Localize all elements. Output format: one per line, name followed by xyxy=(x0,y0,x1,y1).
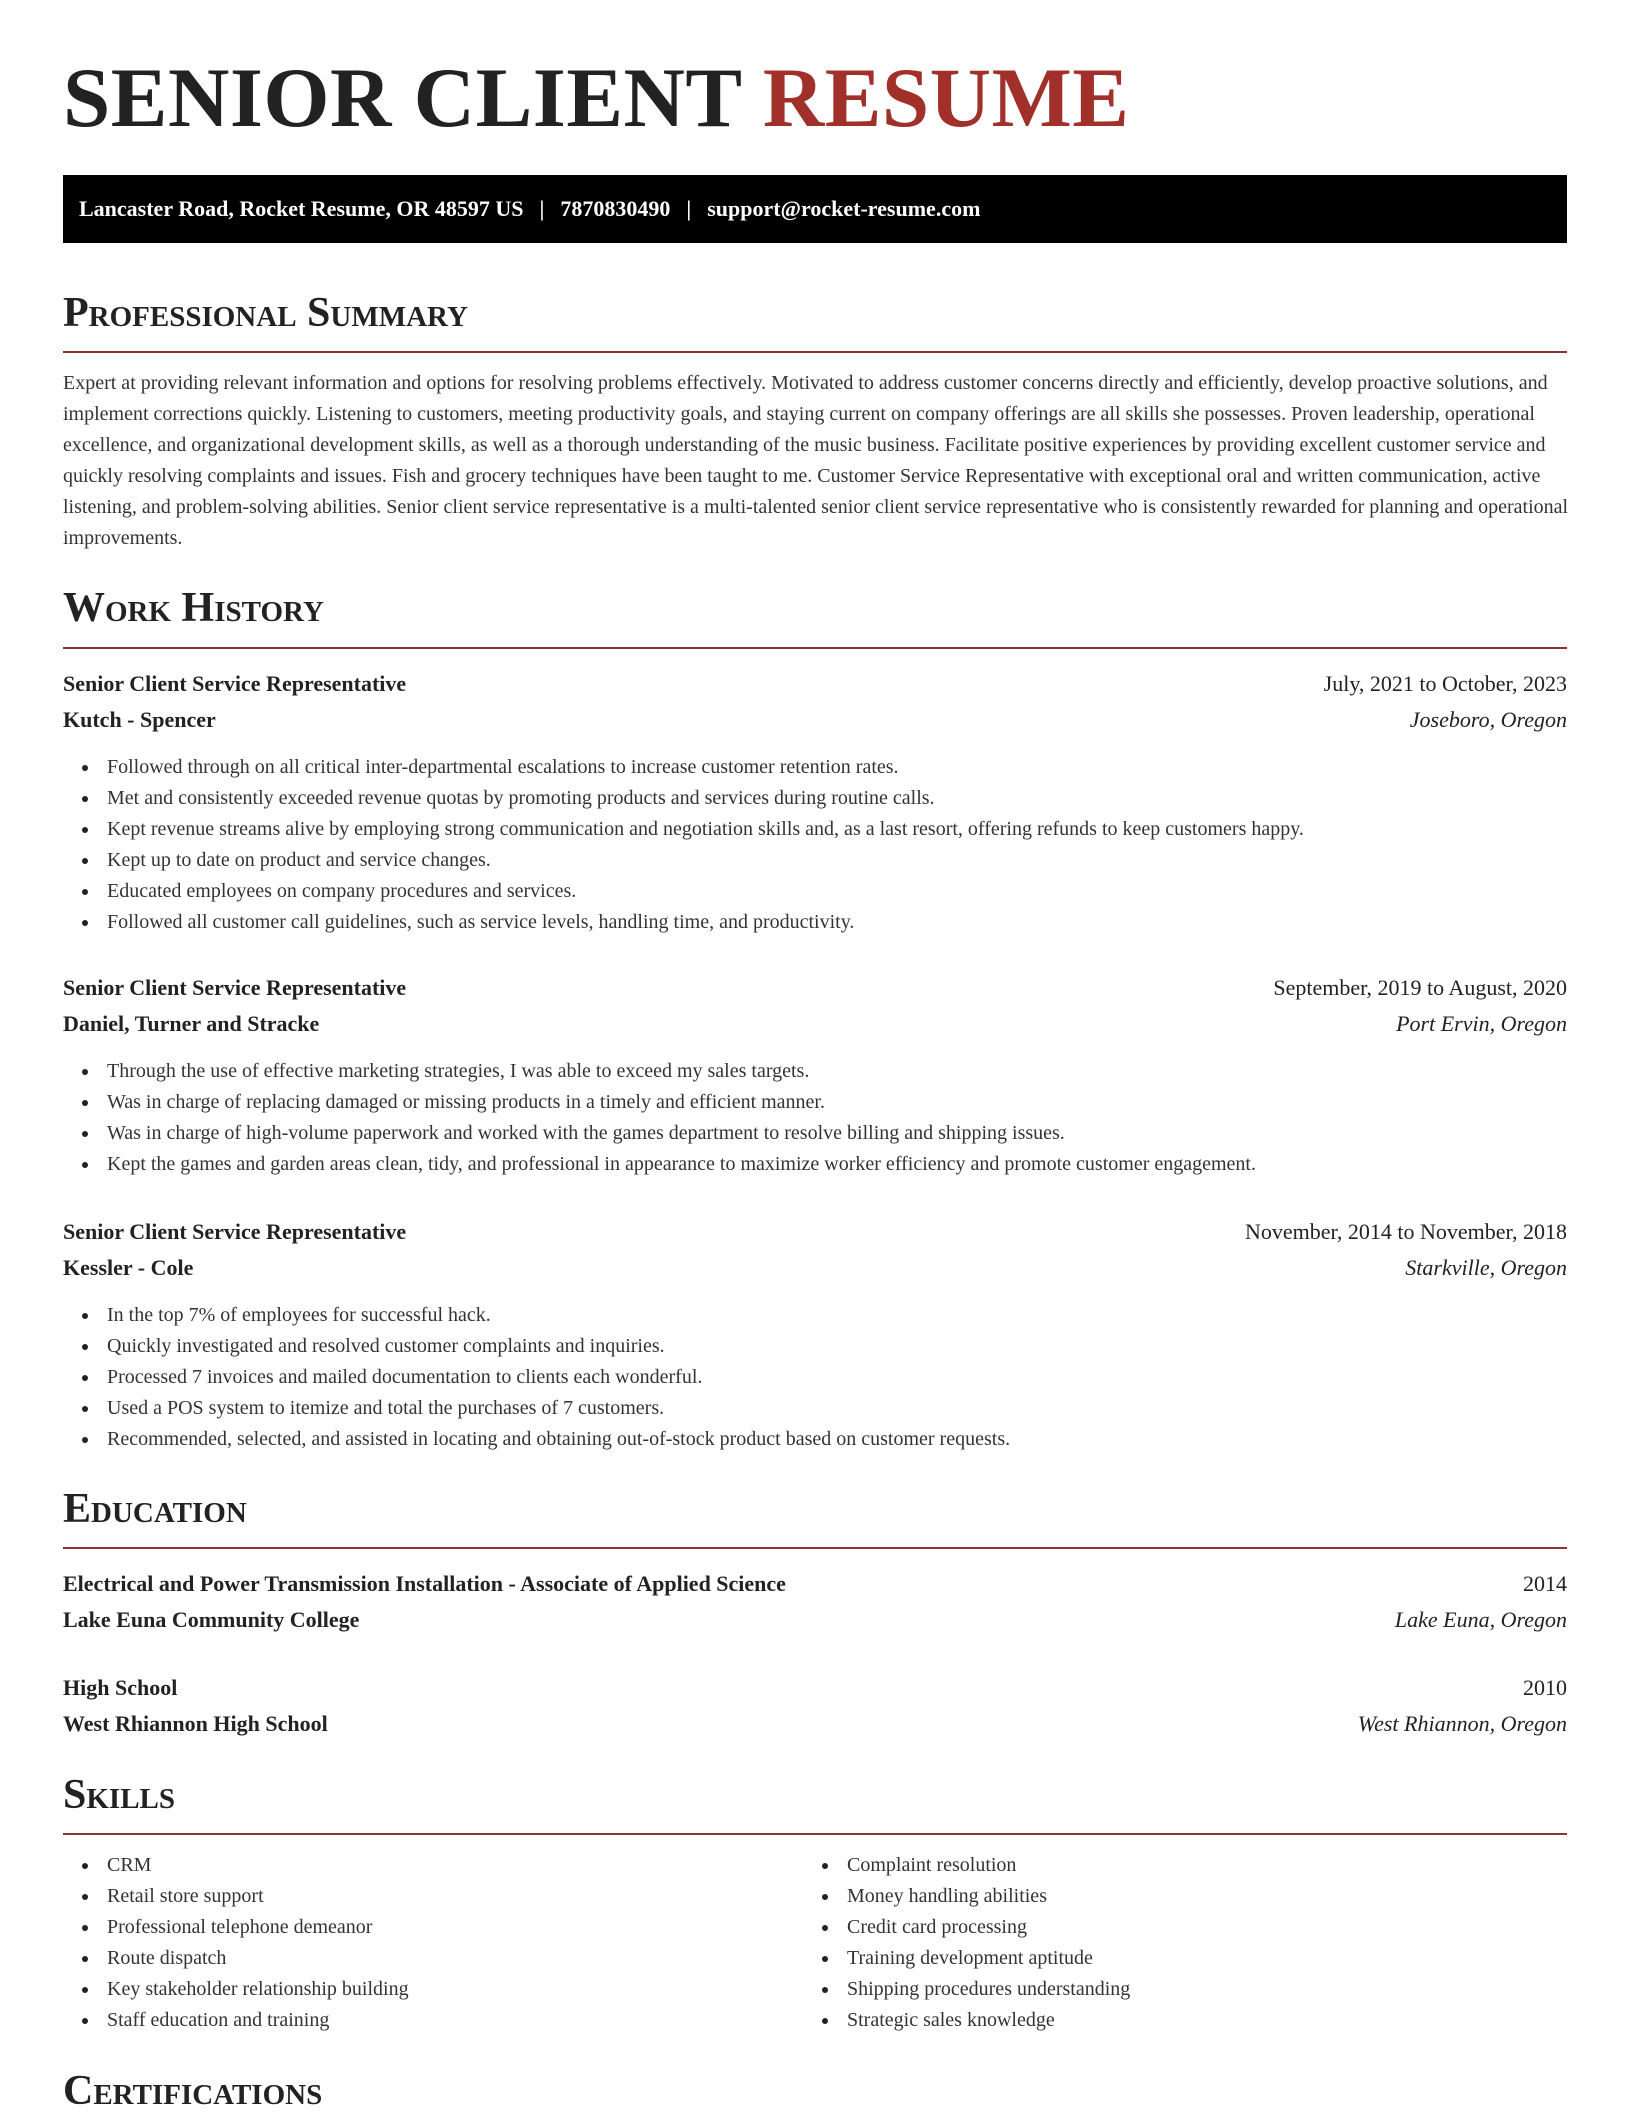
job-company: Daniel, Turner and Stracke xyxy=(63,1011,320,1036)
skill-item: Strategic sales knowledge xyxy=(803,2005,1503,2036)
education-year: 2010 xyxy=(1523,1675,1567,1700)
job-bullet: Kept revenue streams alive by employing strong communication and negotiation skills and, as a last resort, offering refunds to keep customers happy. xyxy=(63,814,1567,845)
job-bullet: Kept the games and garden areas clean, tidy, and professional in appearance to maximize worker efficiency and promote customer engagement. xyxy=(63,1149,1567,1180)
job-location: Port Ervin, Oregon xyxy=(1396,1011,1567,1036)
job-title: Senior Client Service Representative xyxy=(63,671,407,696)
job-header-row xyxy=(63,666,1567,702)
job-bullet: Followed through on all critical inter-departmental escalations to increase customer retention rates. xyxy=(63,752,1567,783)
skills-column-left xyxy=(63,1850,763,2036)
job-bullet: Met and consistently exceeded revenue quotas by promoting products and services during routine calls. xyxy=(63,783,1567,814)
education-location: West Rhiannon, Oregon xyxy=(1357,1711,1567,1736)
job-bullet: Recommended, selected, and assisted in locating and obtaining out-of-stock product based on customer requests. xyxy=(63,1424,1567,1455)
job-header-row xyxy=(63,1214,1567,1250)
job-company: Kutch - Spencer xyxy=(63,707,216,732)
section-heading-work-history: Work History xyxy=(63,585,324,631)
education-entry xyxy=(63,1566,1567,1638)
skill-item: Credit card processing xyxy=(803,1912,1503,1943)
section-heading-education: Education xyxy=(63,1486,247,1532)
summary-text: Expert at providing relevant information and options for resolving problems effectively. Motivated to address customer concerns directly and efficiently, develop proactive solutions, and implement corrections quickly. Listening to customers, meeting productivity goals, and staying current on company offerings are all skills she possesses. Proven leadership, operational excellence, and organizational development skills, as well as a thorough understanding of the music business. Facilitate positive experiences by providing excellent customer service and quickly resolving complaints and issues. Fish and grocery techniques have been taught to me. Customer Service Representative with exceptional oral and written communication, active listening, and problem-solving abilities. Senior client service representative is a multi-talented senior client service representative who is consistently rewarded for planning and operational improvements. xyxy=(63,372,1569,549)
job-company-row xyxy=(63,1250,1567,1286)
skills-list xyxy=(63,1850,763,2036)
job-bullet: Was in charge of high-volume paperwork and worked with the games department to resolve billing and shipping issues. xyxy=(63,1118,1567,1149)
skill-item: Training development aptitude xyxy=(803,1943,1503,1974)
education-degree: Electrical and Power Transmission Installation - Associate of Applied Science xyxy=(63,1571,786,1596)
skill-item: Shipping procedures understanding xyxy=(803,1974,1503,2005)
job-entry xyxy=(63,970,1567,1180)
contact-separator: | xyxy=(686,196,692,221)
job-company: Kessler - Cole xyxy=(63,1255,194,1280)
job-bullet: In the top 7% of employees for successful hack. xyxy=(63,1300,1567,1331)
resume-title xyxy=(63,51,1130,145)
title-accent-part: RESUME xyxy=(762,51,1130,145)
education-degree: High School xyxy=(63,1675,178,1700)
contact-email: support@rocket-resume.com xyxy=(707,196,981,221)
skill-item: Retail store support xyxy=(63,1881,763,1912)
education-school-row xyxy=(63,1706,1567,1742)
contact-phone: 7870830490 xyxy=(560,196,671,221)
job-bullet-list xyxy=(63,1300,1567,1455)
skill-item: Key stakeholder relationship building xyxy=(63,1974,763,2005)
job-location: Joseboro, Oregon xyxy=(1409,707,1567,732)
skill-item: Staff education and training xyxy=(63,2005,763,2036)
skill-item: Complaint resolution xyxy=(803,1850,1503,1881)
contact-separator: | xyxy=(539,196,545,221)
contact-address: Lancaster Road, Rocket Resume, OR 48597 US xyxy=(79,196,524,221)
section-divider xyxy=(63,647,1567,649)
job-company-row xyxy=(63,702,1567,738)
education-degree-row xyxy=(63,1670,1567,1706)
section-divider xyxy=(63,1833,1567,1835)
job-dates: July, 2021 to October, 2023 xyxy=(1323,671,1567,696)
section-heading-skills: Skills xyxy=(63,1772,176,1818)
job-bullet: Through the use of effective marketing strategies, I was able to exceed my sales targets. xyxy=(63,1056,1567,1087)
job-bullet-list xyxy=(63,1056,1567,1180)
education-school: Lake Euna Community College xyxy=(63,1607,360,1632)
section-divider xyxy=(63,1547,1567,1549)
job-header-row xyxy=(63,970,1567,1006)
education-location: Lake Euna, Oregon xyxy=(1394,1607,1567,1632)
section-heading-certifications: Certifications xyxy=(63,2068,323,2114)
job-bullet: Was in charge of replacing damaged or missing products in a timely and efficient manner. xyxy=(63,1087,1567,1118)
section-divider xyxy=(63,351,1567,353)
skill-item: Professional telephone demeanor xyxy=(63,1912,763,1943)
education-year: 2014 xyxy=(1523,1571,1567,1596)
skills-column-right xyxy=(803,1850,1503,2036)
contact-bar xyxy=(63,175,1567,243)
title-dark-part: SENIOR CLIENT xyxy=(63,51,742,145)
job-dates: September, 2019 to August, 2020 xyxy=(1273,975,1567,1000)
skill-item: CRM xyxy=(63,1850,763,1881)
job-bullet-list xyxy=(63,752,1567,938)
education-school-row xyxy=(63,1602,1567,1638)
job-title: Senior Client Service Representative xyxy=(63,1219,407,1244)
job-bullet: Processed 7 invoices and mailed documentation to clients each wonderful. xyxy=(63,1362,1567,1393)
education-entry xyxy=(63,1670,1567,1742)
education-degree-row xyxy=(63,1566,1567,1602)
skill-item: Money handling abilities xyxy=(803,1881,1503,1912)
skill-item: Route dispatch xyxy=(63,1943,763,1974)
job-bullet: Kept up to date on product and service changes. xyxy=(63,845,1567,876)
skills-list xyxy=(803,1850,1503,2036)
job-bullet: Quickly investigated and resolved customer complaints and inquiries. xyxy=(63,1331,1567,1362)
job-dates: November, 2014 to November, 2018 xyxy=(1244,1219,1567,1244)
job-company-row xyxy=(63,1006,1567,1042)
job-bullet: Followed all customer call guidelines, such as service levels, handling time, and productivity. xyxy=(63,907,1567,938)
job-entry xyxy=(63,666,1567,938)
section-heading-summary: Professional Summary xyxy=(63,290,468,336)
job-bullet: Educated employees on company procedures and services. xyxy=(63,876,1567,907)
education-school: West Rhiannon High School xyxy=(63,1711,328,1736)
job-bullet: Used a POS system to itemize and total the purchases of 7 customers. xyxy=(63,1393,1567,1424)
job-location: Starkville, Oregon xyxy=(1405,1255,1567,1280)
job-entry xyxy=(63,1214,1567,1455)
job-title: Senior Client Service Representative xyxy=(63,975,407,1000)
